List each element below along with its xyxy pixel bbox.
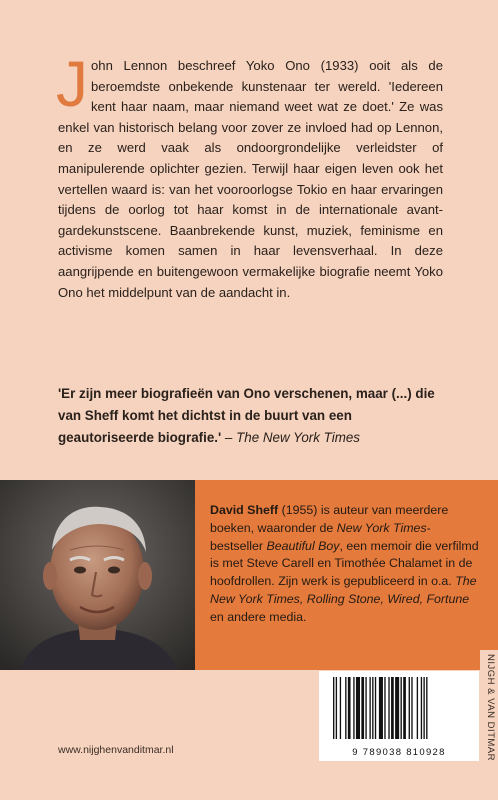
press-quote [58, 383, 448, 449]
author-bio: David Sheff (1955) is auteur van meerdere boeken, waaronder de New York Times-bestseller Beautiful Boy, een memoir die verfilmd is met Steve Carell en Timothée Chalamet in de hoofdrollen. Zijn werk is gepubliceerd in o.a. The New York Times, Rolling Stone, Wired, Fortune en andere media. [210, 503, 479, 624]
author-band [0, 480, 498, 670]
blurb-text: ohn Lennon beschreef Yoko Ono (1933) ooit als de beroemdste onbekende kunstenaar ter wereld. 'Iedereen kent haar naam, maar niemand weet wat ze doet.' Ze was enkel van historisch belang voor zover ze invloed had op Lennon, en ze werd vaak als ondoorgrondelijke verleidster of manipulerende oplichter gezien. Terwijl haar eigen leven ook het vertellen waard is: van het vooroorlogse Tokio en haar ervaringen tijdens de oorlog tot haar komst in de internationale avant-gardekunstscene. Baanbrekende kunst, muziek, feminisme en activisme komen samen in haar levensverhaal. In deze aangrijpende en buitengewoon vermakelijke biografie neemt Yoko Ono het middelpunt van de aandacht in. [58, 58, 443, 300]
drop-cap: J [56, 48, 88, 120]
author-photo-icon [0, 480, 195, 670]
isbn-number: 9 789038 810928 [352, 747, 446, 758]
barcode-icon [333, 677, 465, 739]
quote-source-name: The New York Times [236, 430, 360, 445]
publisher-spine-label: NIJGH & VAN DITMAR [485, 654, 496, 761]
quote-source: – The New York Times [221, 430, 360, 445]
author-name: David Sheff [210, 503, 279, 517]
quote-text: 'Er zijn meer biografieën van Ono verschenen, maar (...) die van Sheff komt het dichtst in de buurt van een geautoriseerde biografie.' [58, 386, 435, 445]
publisher-website: www.nijghenvanditmar.nl [58, 744, 174, 756]
author-portrait [0, 480, 195, 670]
back-cover-blurb [56, 48, 443, 303]
